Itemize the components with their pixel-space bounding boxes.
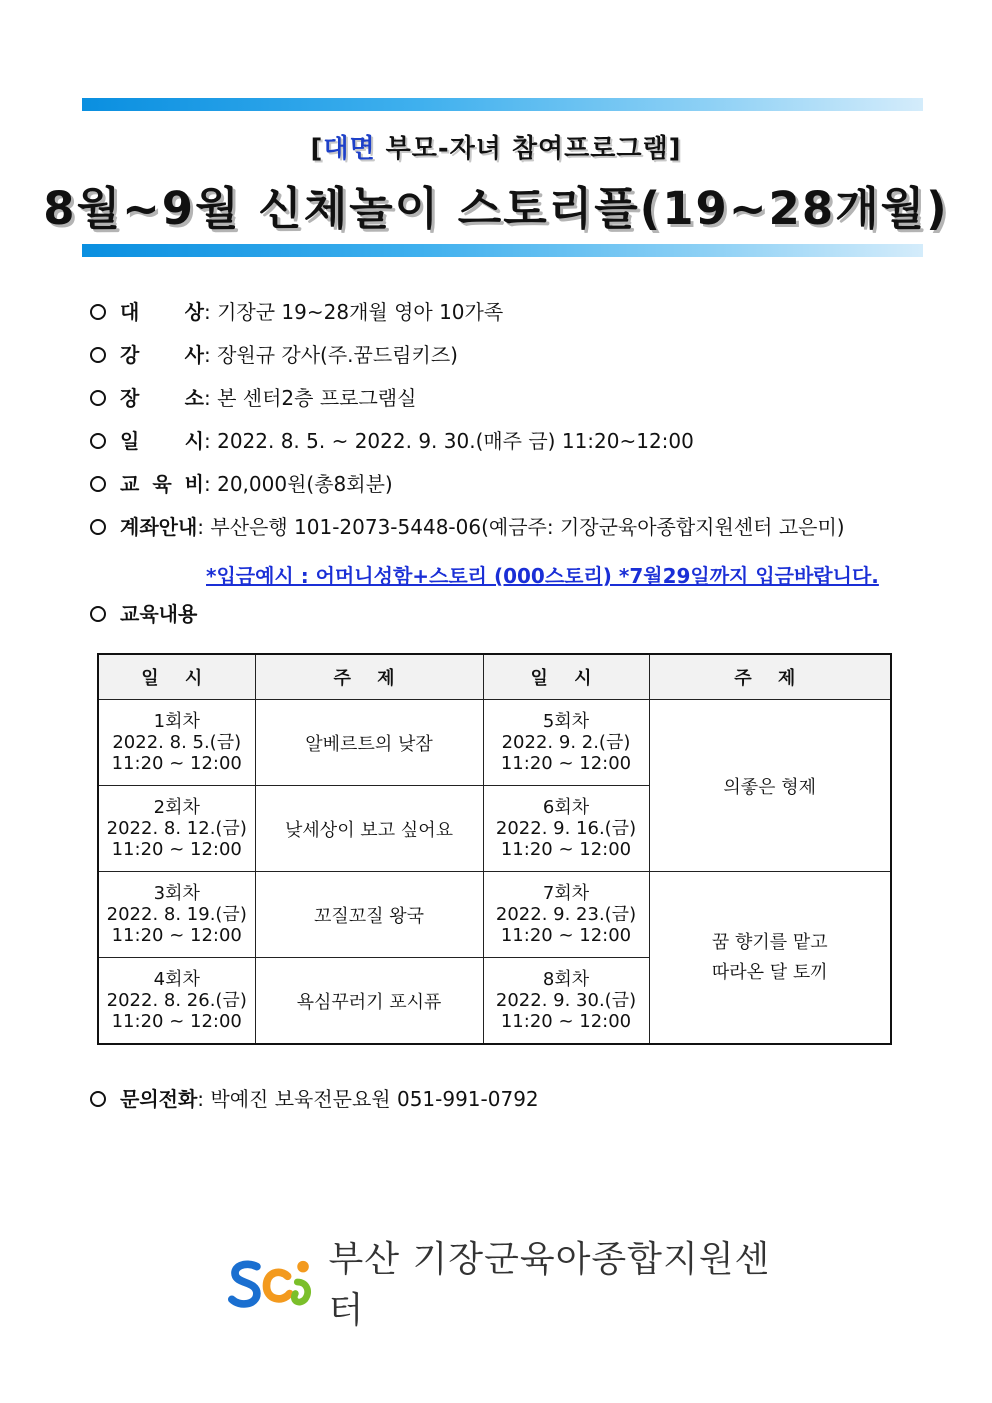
bullet-circle-icon: [90, 304, 106, 320]
info-label: 문의전화: [120, 1087, 198, 1111]
table-row: [98, 700, 891, 786]
info-label: 교육내용: [120, 602, 198, 626]
info-contact: [90, 1085, 539, 1113]
session-cell: 4회차 2022. 8. 26.(금) 11:20 ~ 12:00: [98, 958, 255, 1045]
info-label: 대 상: [120, 300, 204, 324]
header-date: 일 시: [483, 654, 649, 700]
deposit-notice: *입금예시 : 어머니성함+스토리 (000스토리) *7월29일까지 입금바랍니다.: [206, 564, 879, 588]
topic-cell: 꿈 향기를 맡고 따라온 달 토끼: [649, 872, 891, 1045]
info-value: : 본 센터2층 프로그램실: [204, 386, 417, 410]
header-topic: 주 제: [255, 654, 483, 700]
bullet-circle-icon: [90, 519, 106, 535]
bullet-circle-icon: [90, 347, 106, 363]
bullet-circle-icon: [90, 1091, 106, 1107]
footer-logo: [228, 1239, 788, 1331]
topic-cell: 의좋은 형제: [649, 700, 891, 872]
bullet-circle-icon: [90, 433, 106, 449]
table-row: [98, 872, 891, 958]
session-cell: 6회차 2022. 9. 16.(금) 11:20 ~ 12:00: [483, 786, 649, 872]
info-fee: [90, 470, 393, 498]
info-value: : 박예진 보육전문요원 051-991-0792: [197, 1087, 539, 1111]
session-cell: 2회차 2022. 8. 12.(금) 11:20 ~ 12:00: [98, 786, 255, 872]
header-topic: 주 제: [649, 654, 891, 700]
info-value: : 2022. 8. 5. ~ 2022. 9. 30.(매주 금) 11:20~12:00: [204, 429, 694, 453]
table-header-row: [98, 654, 891, 700]
info-target: [90, 298, 503, 326]
session-cell: 8회차 2022. 9. 30.(금) 11:20 ~ 12:00: [483, 958, 649, 1045]
session-cell: 3회차 2022. 8. 19.(금) 11:20 ~ 12:00: [98, 872, 255, 958]
bullet-circle-icon: [90, 476, 106, 492]
info-value: : 20,000원(총8회분): [204, 472, 393, 496]
top-gradient-bar: [82, 98, 923, 111]
info-label: 장 소: [120, 386, 204, 410]
info-label: 계좌안내: [120, 515, 198, 539]
bullet-circle-icon: [90, 606, 106, 622]
session-cell: 1회차 2022. 8. 5.(금) 11:20 ~ 12:00: [98, 700, 255, 786]
topic-cell: 꼬질꼬질 왕국: [255, 872, 483, 958]
program-subtitle: [대면 부모-자녀 참여프로그램]: [310, 134, 682, 164]
bullet-circle-icon: [90, 390, 106, 406]
topic-cell: 욕심꾸러기 포시퓨: [255, 958, 483, 1045]
center-logo-icon: [228, 1252, 317, 1312]
bottom-gradient-bar: [82, 244, 923, 257]
info-instructor: [90, 341, 458, 369]
session-cell: 7회차 2022. 9. 23.(금) 11:20 ~ 12:00: [483, 872, 649, 958]
program-title: 8월~9월 신체놀이 스토리플(19~28개월): [43, 182, 949, 235]
info-contents-heading: [90, 600, 197, 628]
info-value: : 기장군 19~28개월 영아 10가족: [204, 300, 504, 324]
info-label: 교 육 비: [120, 472, 204, 496]
info-account: [90, 513, 845, 541]
session-cell: 5회차 2022. 9. 2.(금) 11:20 ~ 12:00: [483, 700, 649, 786]
info-label: 강 사: [120, 343, 204, 367]
schedule-table: [97, 653, 892, 1045]
info-place: [90, 384, 416, 412]
topic-cell: 낮세상이 보고 싶어요: [255, 786, 483, 872]
info-datetime: [90, 427, 694, 455]
header-date: 일 시: [98, 654, 255, 700]
info-label: 일 시: [120, 429, 204, 453]
topic-cell: 알베르트의 낮잠: [255, 700, 483, 786]
info-value: : 부산은행 101-2073-5448-06(예금주: 기장군육아종합지원센터 고은미): [197, 515, 845, 539]
center-name: 부산 기장군육아종합지원센터: [328, 1239, 771, 1331]
subtitle-highlight: 대면: [323, 134, 376, 164]
info-value: : 장원규 강사(주.꿈드림키즈): [204, 343, 458, 367]
